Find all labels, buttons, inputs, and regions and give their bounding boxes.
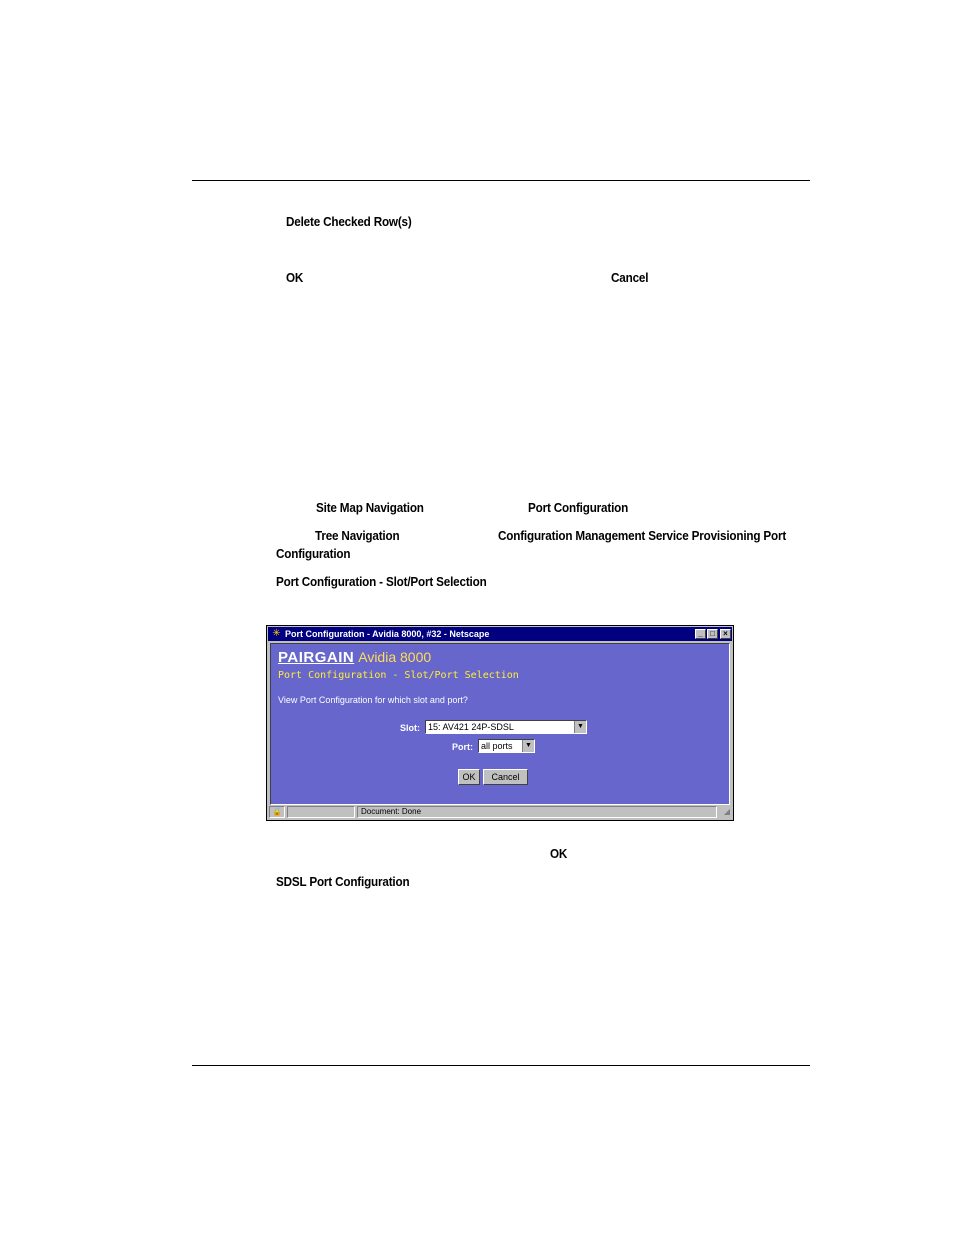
- status-bar: [268, 805, 732, 819]
- cancel-button[interactable]: Cancel: [483, 769, 528, 785]
- window-titlebar: [268, 627, 732, 641]
- progress-cell: [287, 806, 355, 818]
- selection-prompt: View Port Configuration for which slot and port?: [278, 695, 468, 705]
- chevron-down-icon[interactable]: ▼: [522, 740, 534, 752]
- port-configuration-label: Port Configuration: [528, 500, 629, 515]
- port-select-value: all ports: [481, 741, 513, 751]
- bottom-rule: [192, 1065, 810, 1066]
- window-title: Port Configuration - Avidia 8000, #32 - Netscape: [285, 629, 490, 639]
- minimize-icon[interactable]: _: [695, 629, 706, 639]
- ok-reference: OK: [550, 846, 568, 861]
- netscape-window: [266, 625, 734, 821]
- slot-select[interactable]: [425, 720, 587, 734]
- ok-label: OK: [286, 270, 304, 285]
- tree-navigation-label: Tree Navigation: [315, 528, 400, 543]
- security-lock-icon: 🔒: [269, 806, 285, 818]
- site-map-navigation-label: Site Map Navigation: [316, 500, 424, 515]
- netscape-icon: ✳: [272, 628, 281, 639]
- resize-grip-icon[interactable]: ◢: [723, 807, 730, 816]
- pairgain-logo: [278, 649, 431, 666]
- top-rule: [192, 180, 810, 181]
- slot-label: Slot:: [400, 723, 420, 733]
- cancel-label: Cancel: [611, 270, 649, 285]
- close-icon[interactable]: ×: [720, 629, 731, 639]
- browser-content: [270, 643, 730, 805]
- brand-product: Avidia 8000: [358, 649, 432, 665]
- menu-path-label: Configuration Management Service Provisioning Port: [498, 528, 787, 543]
- page-subtitle: Port Configuration - Slot/Port Selection: [278, 670, 519, 681]
- maximize-icon[interactable]: □: [707, 629, 718, 639]
- port-label: Port:: [452, 742, 473, 752]
- slot-select-value: 15: AV421 24P-SDSL: [428, 722, 514, 732]
- port-select[interactable]: [478, 739, 535, 753]
- sdsl-port-configuration-label: SDSL Port Configuration: [276, 874, 410, 889]
- delete-checked-rows-label: Delete Checked Row(s): [286, 214, 412, 229]
- brand-name: PAIRGAIN: [278, 649, 355, 666]
- chevron-down-icon[interactable]: ▼: [574, 721, 586, 733]
- status-text: Document: Done: [357, 806, 717, 818]
- ok-button[interactable]: OK: [458, 769, 480, 785]
- menu-path-label-cont: Configuration: [276, 546, 351, 561]
- slot-port-selection-heading: Port Configuration - Slot/Port Selection: [276, 574, 487, 589]
